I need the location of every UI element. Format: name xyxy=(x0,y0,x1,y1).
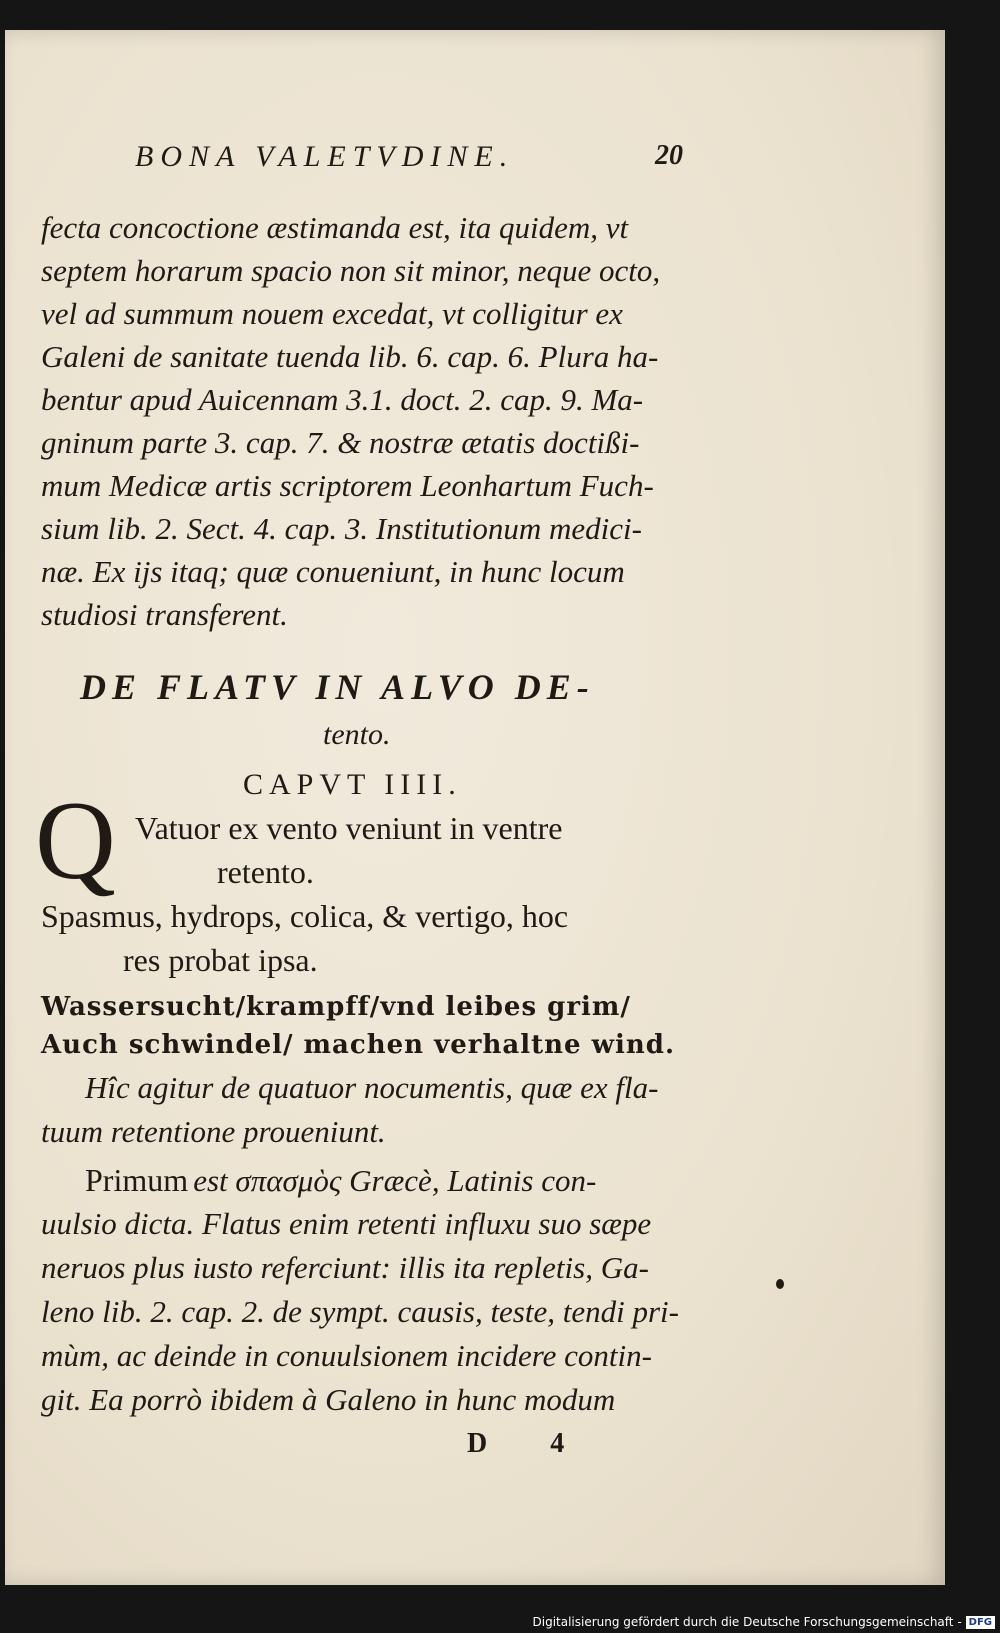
body-line: næ. Ex ijs itaq; quæ conueniunt, in hunc locum xyxy=(41,554,625,589)
verse-line: res probat ipsa. xyxy=(123,942,318,978)
paragraph-first-word: Primum xyxy=(85,1162,189,1198)
footer-text: Digitalisierung gefördert durch die Deutsche Forschungsgemeinschaft - xyxy=(532,1615,962,1629)
commentary-line: tuum retentione proueniunt. xyxy=(41,1114,386,1149)
drop-cap: Q xyxy=(35,779,116,903)
paragraph-first-line xyxy=(85,1162,596,1199)
paragraph-line: git. Ea porrò ibidem à Galeno in hunc modum xyxy=(41,1382,616,1417)
ink-spot xyxy=(776,1279,784,1289)
german-verse-line: Auch schwindel/ machen verhaltne wind. xyxy=(41,1030,676,1060)
book-page xyxy=(5,30,945,1585)
body-line: sium lib. 2. Sect. 4. cap. 3. Institutionum medici- xyxy=(41,511,642,546)
body-line: studiosi transferent. xyxy=(41,597,288,632)
chapter-title-continued: tento. xyxy=(323,718,391,751)
verse-line: Spasmus, hydrops, colica, & vertigo, hoc xyxy=(41,898,569,934)
dfg-logo: DFG xyxy=(966,1616,995,1629)
paragraph-line: mùm, ac deinde in conuulsionem incidere contin- xyxy=(41,1338,652,1373)
paragraph-line: neruos plus iusto referciunt: illis ita repletis, Ga- xyxy=(41,1250,649,1285)
body-line: gninum parte 3. cap. 7. & nostræ ætatis doctißi- xyxy=(41,425,640,460)
body-line: bentur apud Auicennam 3.1. doct. 2. cap. 9. Ma- xyxy=(41,382,644,417)
signature-mark: D 4 xyxy=(467,1428,593,1459)
body-line: Galeni de sanitate tuenda lib. 6. cap. 6. Plura ha- xyxy=(41,339,659,374)
chapter-title: DE FLATV IN ALVO DE- xyxy=(80,667,595,707)
digitization-footer xyxy=(533,1615,996,1629)
paragraph-line: uulsio dicta. Flatus enim retenti influxu suo sæpe xyxy=(41,1206,652,1241)
body-line: septem horarum spacio non sit minor, neque octo, xyxy=(41,253,661,288)
body-line: fecta concoctione æstimanda est, ita quidem, vt xyxy=(41,210,629,245)
chapter-heading: CAPVT IIII. xyxy=(243,768,462,801)
commentary-line: Hîc agitur de quatuor nocumentis, quæ ex fla- xyxy=(85,1070,659,1105)
running-title: BONA VALETVDINE. xyxy=(135,140,515,173)
page-number: 20 xyxy=(655,140,683,171)
german-verse-line: Wassersucht/krampff/vnd leibes grim/ xyxy=(41,992,631,1022)
verse-line: retento. xyxy=(217,854,314,890)
verse-line: Vatuor ex vento veniunt in ventre xyxy=(135,810,563,846)
body-line: vel ad summum nouem excedat, vt colligitur ex xyxy=(41,296,623,331)
body-line: mum Medicæ artis scriptorem Leonhartum Fuch- xyxy=(41,468,654,503)
paragraph-first-line-rest: est σπασμὸς Græcè, Latinis con- xyxy=(193,1163,597,1198)
paragraph-line: leno lib. 2. cap. 2. de sympt. causis, teste, tendi pri- xyxy=(41,1294,679,1329)
